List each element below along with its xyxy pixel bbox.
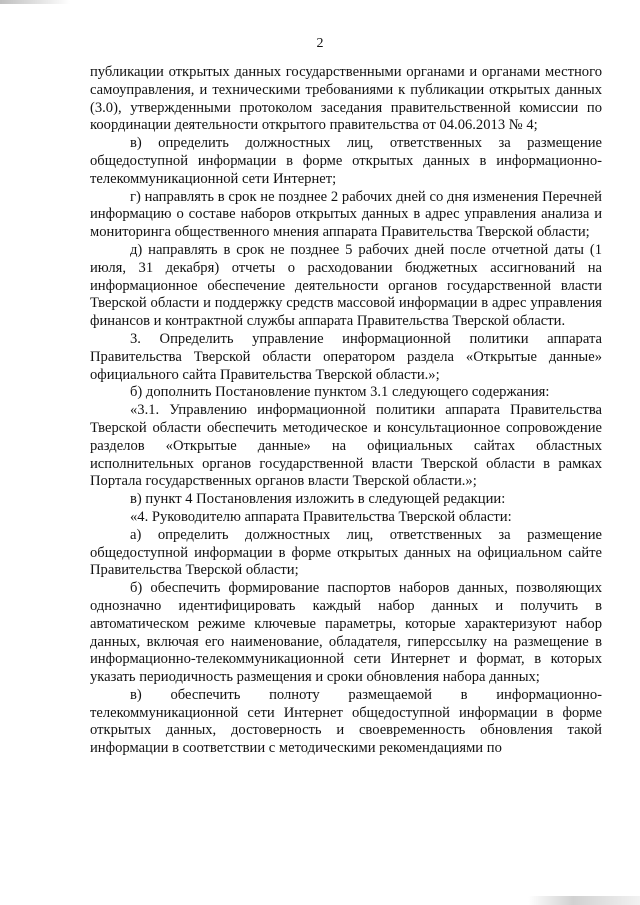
paragraph-continuation: публикации открытых данных государственными органами и органами местного самоуправления, и техническими требованиями к публикации открытых данных (3.0), утвержденными протоколом заседания правительственной комиссии по координации деятельности открытого правительства от 04.06.2013 № 4; [90, 64, 602, 134]
paragraph-clause-3-1: «3.1. Управлению информационной политики аппарата Правительства Тверской области обеспечить методическое и консультационное сопровождение разделов «Открытые данные» на официальных сайтах областных исполнительных органов государственной власти Тверской области в рамках Портала государственных органов власти Тверской области.»; [90, 402, 602, 490]
paragraph-clause-3: 3. Определить управление информационной политики аппарата Правительства Тверской области оператором раздела «Открытые данные» официального сайта Правительства Тверской области.»; [90, 330, 602, 383]
paragraph-amendment-v: в) пункт 4 Постановления изложить в следующей редакции: [130, 491, 506, 508]
page-number: 2 [316, 36, 324, 51]
paragraph-item-b: б) обеспечить формирование паспортов наборов данных, позволяющих однозначно идентифицировать каждый набор данных и получить в автоматическом режиме ключевые параметры, которые характеризуют набор данных, включая его наименование, обладателя, гиперссылку на размещение в информационно-телекоммуникационной сети Интернет и формат, в которых указать периодичность размещения и сроки обновления набора данных; [90, 580, 602, 686]
scan-edge-artifact [0, 0, 70, 4]
paragraph-amendment-b: б) дополнить Постановление пунктом 3.1 следующего содержания: [130, 384, 550, 401]
paragraph-item-v-completeness: в) обеспечить полноту размещаемой в информационно-телекоммуникационной сети Интернет общедоступной информации в форме открытых данных, достоверность и своевременность обновления такой информации в соответствии с методическими рекомендациями по [90, 686, 602, 757]
scan-edge-artifact-bottom [528, 896, 640, 905]
paragraph-item-a: а) определить должностных лиц, ответственных за размещение общедоступной информации в форме открытых данных на официальном сайте Правительства Тверской области; [90, 526, 602, 579]
paragraph-item-g: г) направлять в срок не позднее 2 рабочих дней со дня изменения Перечней информацию о составе наборов открытых данных в адрес управления анализа и мониторинга общественного мнения аппарата Правительства Тверской области; [90, 188, 602, 241]
document-body [90, 64, 602, 758]
paragraph-item-v: в) определить должностных лиц, ответственных за размещение общедоступной информации в форме открытых данных в информационно-телекоммуникационной сети Интернет; [90, 135, 602, 187]
paragraph-item-d: д) направлять в срок не позднее 5 рабочих дней после отчетной даты (1 июля, 31 декабря) отчеты о расходовании бюджетных ассигнований на информационное обеспечение деятельности органов государственной власти Тверской области и поддержку средств массовой информации в адрес управления финансов и контрактной службы аппарата Правительства Тверской области. [90, 241, 602, 330]
paragraph-clause-4: «4. Руководителю аппарата Правительства Тверской области: [130, 508, 512, 525]
